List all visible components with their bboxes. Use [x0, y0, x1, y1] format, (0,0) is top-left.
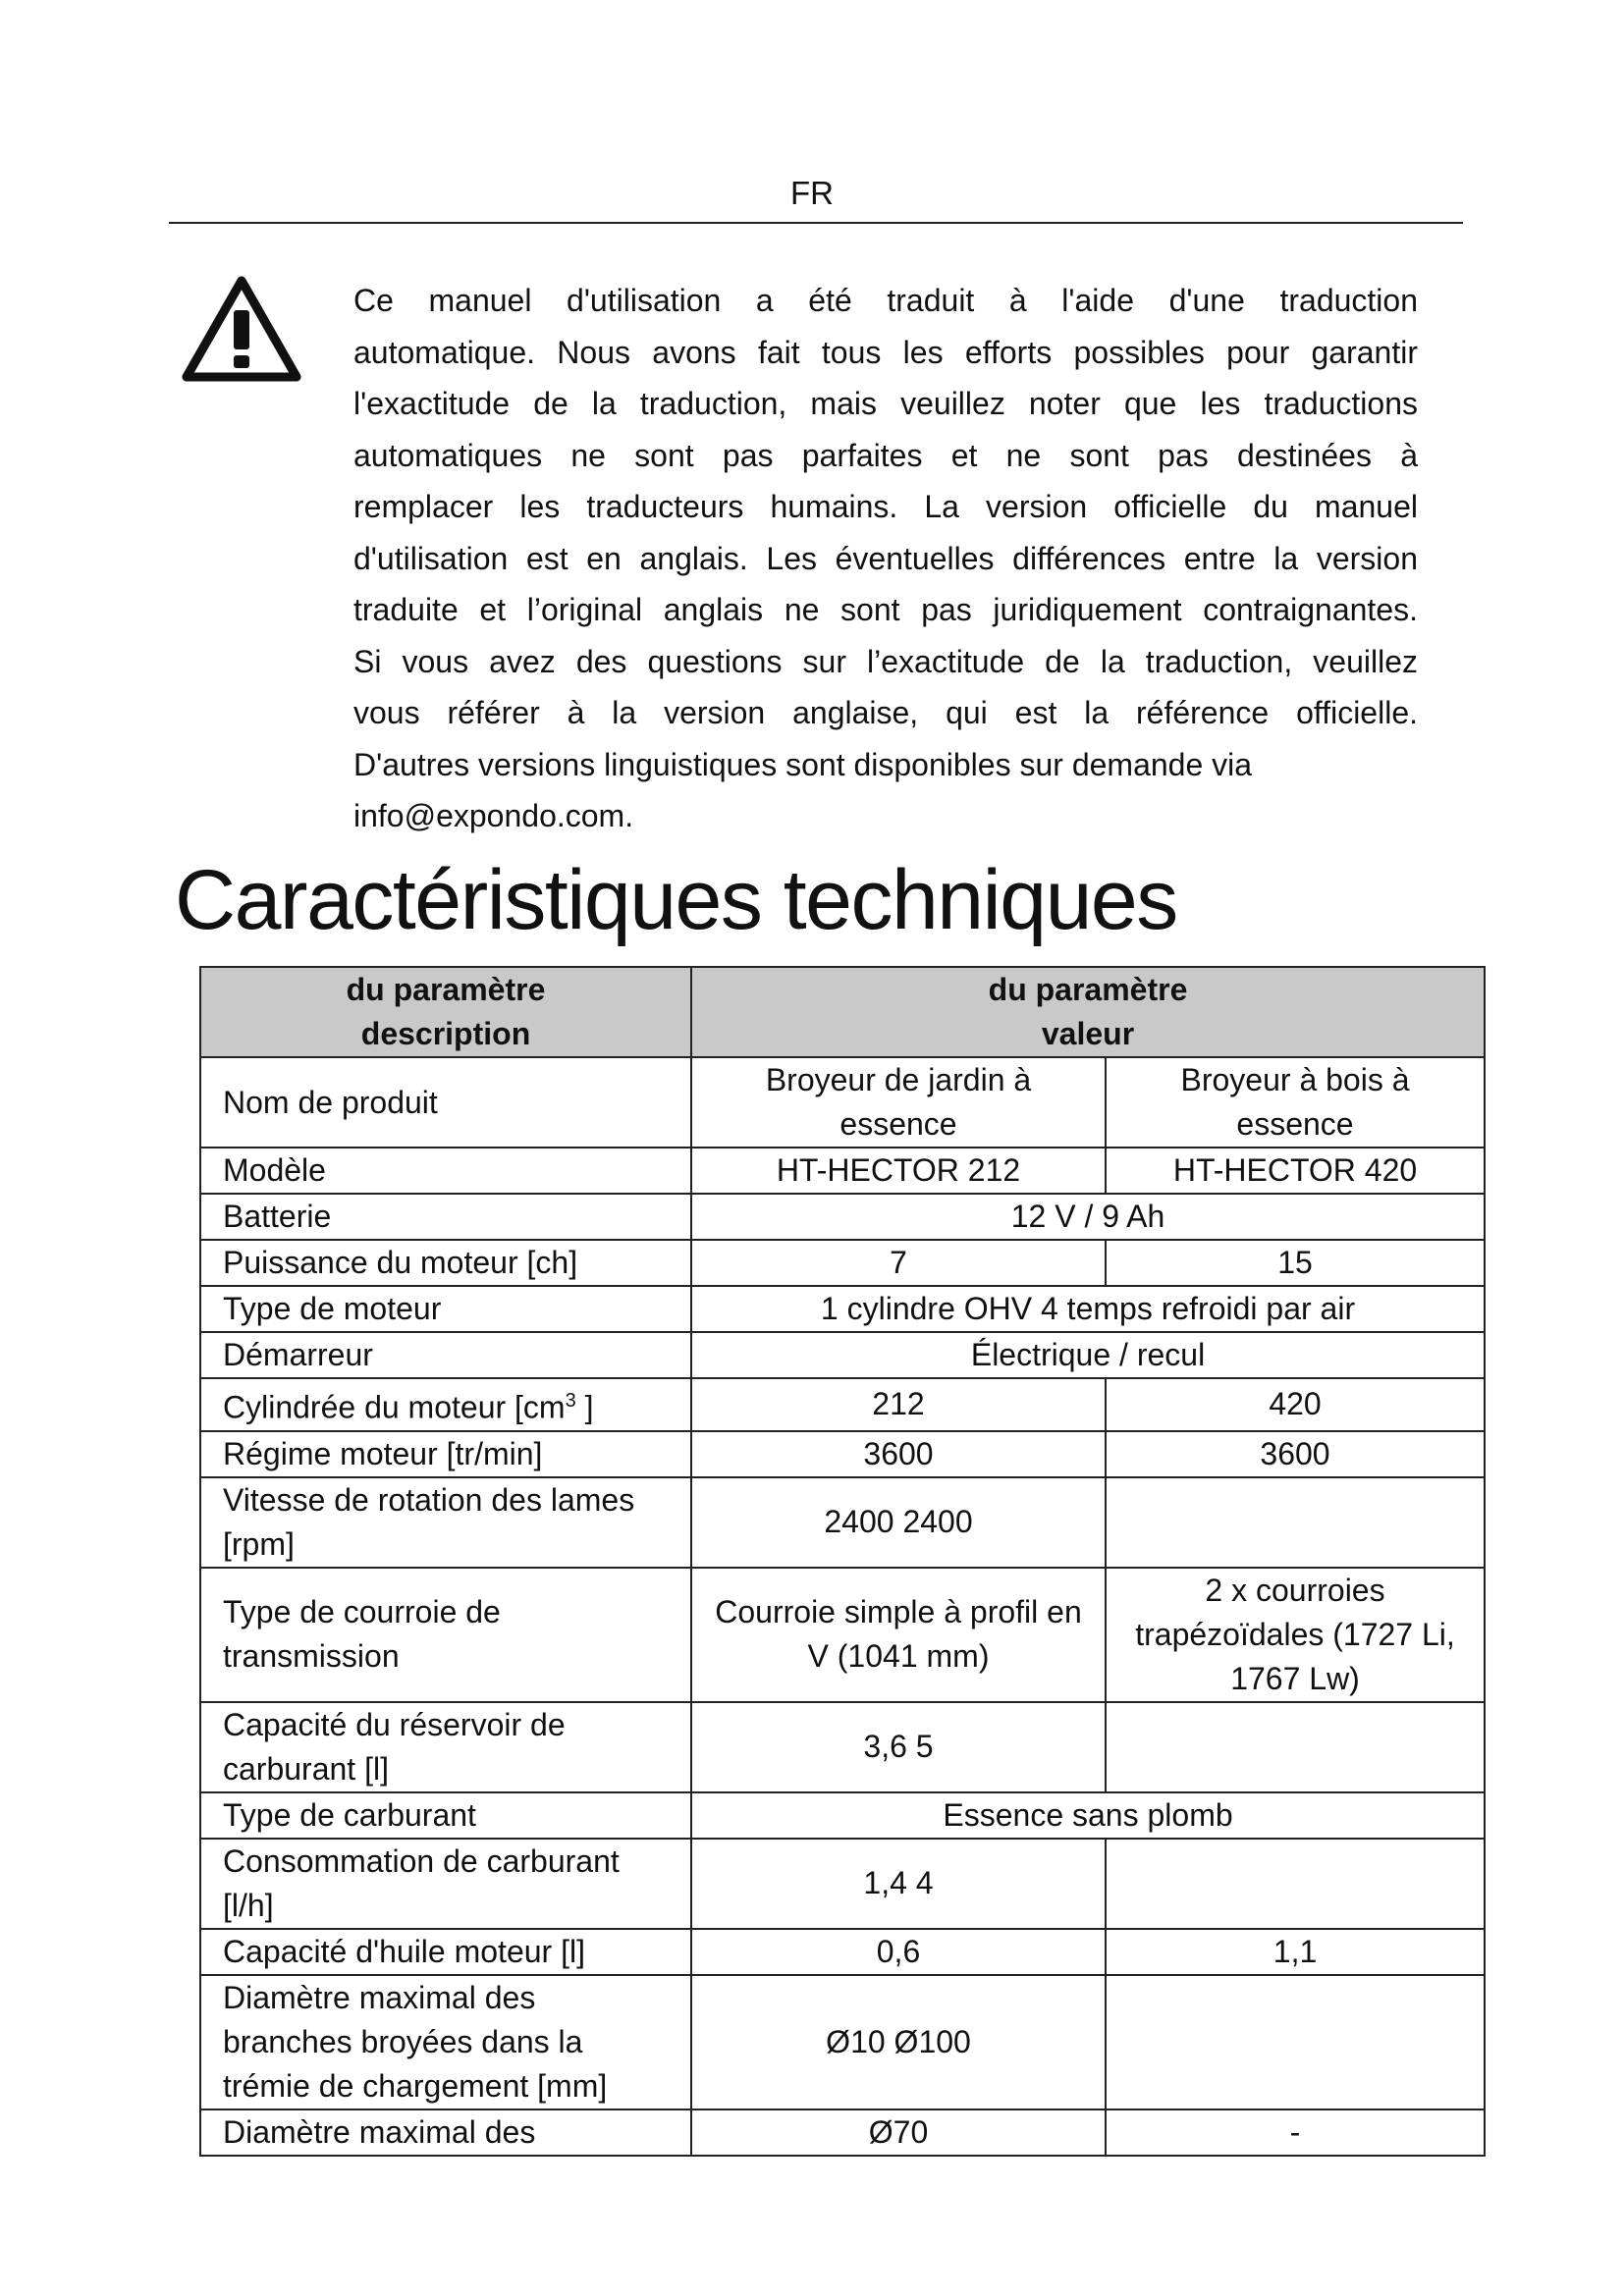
- row-label: Diamètre maximal des: [200, 2109, 691, 2156]
- table-row: [200, 1839, 1485, 1929]
- row-label: Démarreur: [200, 1332, 691, 1378]
- row-value: 3,6 5: [691, 1702, 1106, 1792]
- row-value: 420: [1106, 1378, 1485, 1431]
- table-row: [200, 1568, 1485, 1702]
- row-value: 1 cylindre OHV 4 temps refroidi par air: [691, 1286, 1485, 1332]
- row-value: HT-HECTOR 212: [691, 1148, 1106, 1194]
- row-label: Type de carburant: [200, 1792, 691, 1839]
- row-value: [1106, 1839, 1485, 1929]
- row-value: Broyeur de jardin à essence: [691, 1057, 1106, 1148]
- table-row: [200, 1194, 1485, 1240]
- row-value: 2400 2400: [691, 1477, 1106, 1568]
- row-value: 2 x courroies trapézoïdales (1727 Li, 1767 Lw): [1106, 1568, 1485, 1702]
- row-label: Diamètre maximal des branches broyées dans la trémie de chargement [mm]: [200, 1975, 691, 2109]
- row-label: Batterie: [200, 1194, 691, 1240]
- spec-table: [199, 966, 1486, 2157]
- row-label: Type de moteur: [200, 1286, 691, 1332]
- notice-line: vous référer à la version anglaise, qui est la référence officielle.: [353, 695, 1418, 730]
- row-value: Ø70: [691, 2109, 1106, 2156]
- row-value: 15: [1106, 1240, 1485, 1286]
- notice-email-line: info@expondo.com.: [353, 798, 634, 833]
- row-value: [1106, 1477, 1485, 1568]
- row-value: Courroie simple à profil en V (1041 mm): [691, 1568, 1106, 1702]
- table-row: [200, 1975, 1485, 2109]
- notice-line: automatique. Nous avons fait tous les efforts possibles pour garantir: [353, 334, 1418, 370]
- row-value: 212: [691, 1378, 1106, 1431]
- row-value: Électrique / recul: [691, 1332, 1485, 1378]
- row-value: 3600: [691, 1431, 1106, 1477]
- table-row: [200, 1431, 1485, 1477]
- table-row: [200, 2109, 1485, 2156]
- row-label: Nom de produit: [200, 1057, 691, 1148]
- row-label: Type de courroie de transmission: [200, 1568, 691, 1702]
- table-row: [200, 1378, 1485, 1431]
- notice-line: automatiques ne sont pas parfaites et ne sont pas destinées à: [353, 437, 1418, 473]
- row-value: 3600: [1106, 1431, 1485, 1477]
- row-value: Ø10 Ø100: [691, 1975, 1106, 2109]
- row-label: Cylindrée du moteur [$cm^3$ ]: [200, 1378, 691, 1431]
- table-row: [200, 1286, 1485, 1332]
- notice-line: D'autres versions linguistiques sont disponibles sur demande via: [353, 746, 1253, 782]
- row-value: HT-HECTOR 420: [1106, 1148, 1485, 1194]
- row-label: Puissance du moteur [ch]: [200, 1240, 691, 1286]
- notice-line: l'exactitude de la traduction, mais veuillez noter que les traductions: [353, 386, 1418, 421]
- table-row: [200, 1702, 1485, 1792]
- table-row: [200, 1057, 1485, 1148]
- row-value: [1106, 1975, 1485, 2109]
- row-value: Essence sans plomb: [691, 1792, 1485, 1839]
- notice-line: remplacer les traducteurs humains. La version officielle du manuel: [353, 489, 1418, 524]
- row-value: 12 V / 9 Ah: [691, 1194, 1485, 1240]
- table-header-row: [200, 967, 1485, 1057]
- row-value: 7: [691, 1240, 1106, 1286]
- table-row: [200, 1148, 1485, 1194]
- header-value: du paramètre valeur: [691, 967, 1485, 1057]
- table-row: [200, 1792, 1485, 1839]
- row-label: Capacité du réservoir de carburant [l]: [200, 1702, 691, 1792]
- notice-line: Ce manuel d'utilisation a été traduit à l'aide d'une traduction: [353, 283, 1418, 318]
- notice-line: traduite et l’original anglais ne sont pas juridiquement contraignantes.: [353, 592, 1418, 627]
- row-label: Consommation de carburant [l/h]: [200, 1839, 691, 1929]
- table-row: [200, 1240, 1485, 1286]
- row-label: Modèle: [200, 1148, 691, 1194]
- table-row: [200, 1332, 1485, 1378]
- row-value: -: [1106, 2109, 1485, 2156]
- row-value: 1,1: [1106, 1929, 1485, 1975]
- translation-notice: [353, 275, 1418, 842]
- row-label: Régime moteur [tr/min]: [200, 1431, 691, 1477]
- header-description: du paramètre description: [200, 967, 691, 1057]
- row-value: Broyeur à bois à essence: [1106, 1057, 1485, 1148]
- row-value: 0,6: [691, 1929, 1106, 1975]
- section-title: Caractéristiques techniques: [175, 853, 1177, 947]
- row-label: Capacité d'huile moteur [l]: [200, 1929, 691, 1975]
- header-divider: [169, 222, 1463, 224]
- page-language-label: FR: [790, 175, 834, 211]
- table-row: [200, 1929, 1485, 1975]
- warning-triangle-icon: [181, 275, 302, 385]
- row-value: [1106, 1702, 1485, 1792]
- row-value: 1,4 4: [691, 1839, 1106, 1929]
- notice-line: d'utilisation est en anglais. Les éventuelles différences entre la version: [353, 540, 1418, 576]
- notice-line: Si vous avez des questions sur l’exactitude de la traduction, veuillez: [353, 643, 1418, 679]
- row-label: Vitesse de rotation des lames [rpm]: [200, 1477, 691, 1568]
- table-row: [200, 1477, 1485, 1568]
